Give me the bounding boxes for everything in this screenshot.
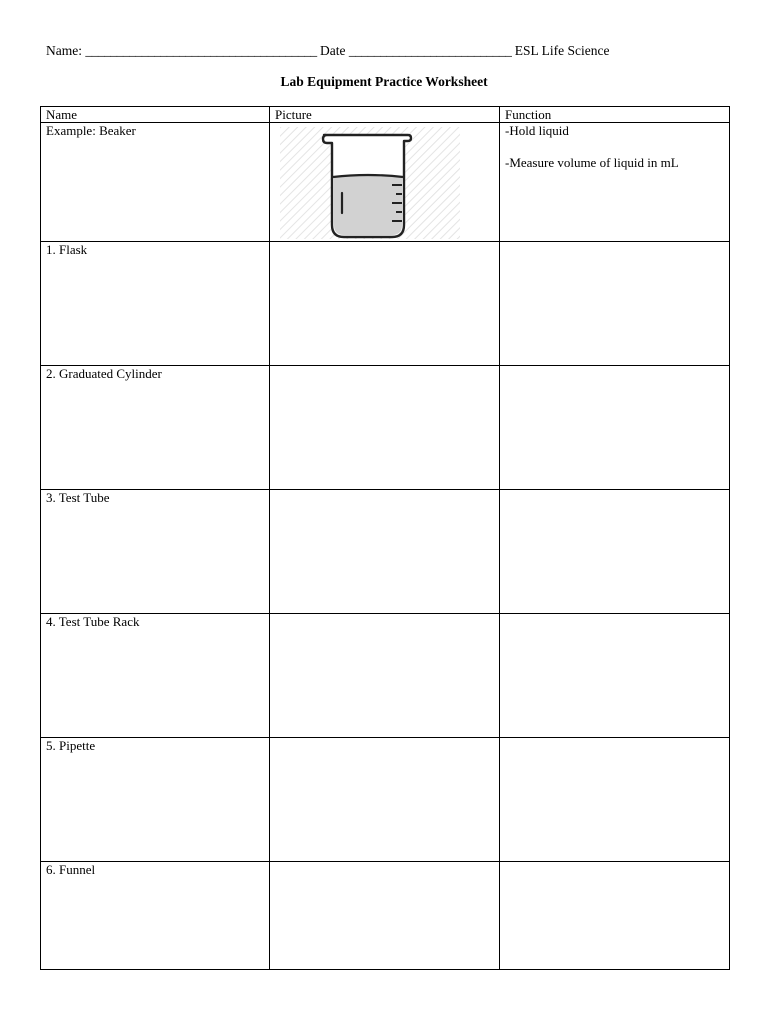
table-row-funnel (41, 862, 730, 970)
table-row-graduated-cylinder (41, 366, 730, 490)
item-picture-cell[interactable] (270, 490, 500, 614)
date-label: Date (320, 43, 346, 58)
item-picture-cell[interactable] (270, 862, 500, 970)
item-function-cell[interactable] (500, 614, 730, 738)
item-function-cell[interactable] (500, 242, 730, 366)
example-picture-cell (270, 123, 500, 242)
item-function-cell[interactable] (500, 862, 730, 970)
item-name-cell: 1. Flask (41, 242, 270, 366)
table-row-test-tube-rack (41, 614, 730, 738)
item-name-cell: 2. Graduated Cylinder (41, 366, 270, 490)
name-blank: _____________________________________ (85, 43, 317, 58)
item-picture-cell[interactable] (270, 242, 500, 366)
column-header-function: Function (500, 107, 730, 123)
item-picture-cell[interactable] (270, 366, 500, 490)
example-function-cell (500, 123, 730, 242)
beaker-icon (280, 127, 460, 239)
item-name-cell: 5. Pipette (41, 738, 270, 862)
function-line-1: -Hold liquid (505, 123, 569, 138)
item-picture-cell[interactable] (270, 614, 500, 738)
header-line (46, 43, 726, 59)
item-name-cell: 4. Test Tube Rack (41, 614, 270, 738)
function-line-2: -Measure volume of liquid in mL (505, 155, 679, 170)
example-name-cell: Example: Beaker (41, 123, 270, 242)
date-blank: __________________________ (348, 43, 512, 58)
name-label: Name: (46, 43, 82, 58)
column-header-picture: Picture (270, 107, 500, 123)
item-name-cell: 6. Funnel (41, 862, 270, 970)
table-row-pipette (41, 738, 730, 862)
item-function-cell[interactable] (500, 738, 730, 862)
course-name: ESL Life Science (514, 43, 610, 58)
table-row-example (41, 123, 730, 242)
item-picture-cell[interactable] (270, 738, 500, 862)
equipment-table (40, 106, 730, 970)
item-function-cell[interactable] (500, 366, 730, 490)
item-name-cell: 3. Test Tube (41, 490, 270, 614)
table-row-flask (41, 242, 730, 366)
table-row-test-tube (41, 490, 730, 614)
column-header-name: Name (41, 107, 270, 123)
worksheet-title: Lab Equipment Practice Worksheet (280, 74, 488, 89)
table-header-row (41, 107, 730, 123)
item-function-cell[interactable] (500, 490, 730, 614)
